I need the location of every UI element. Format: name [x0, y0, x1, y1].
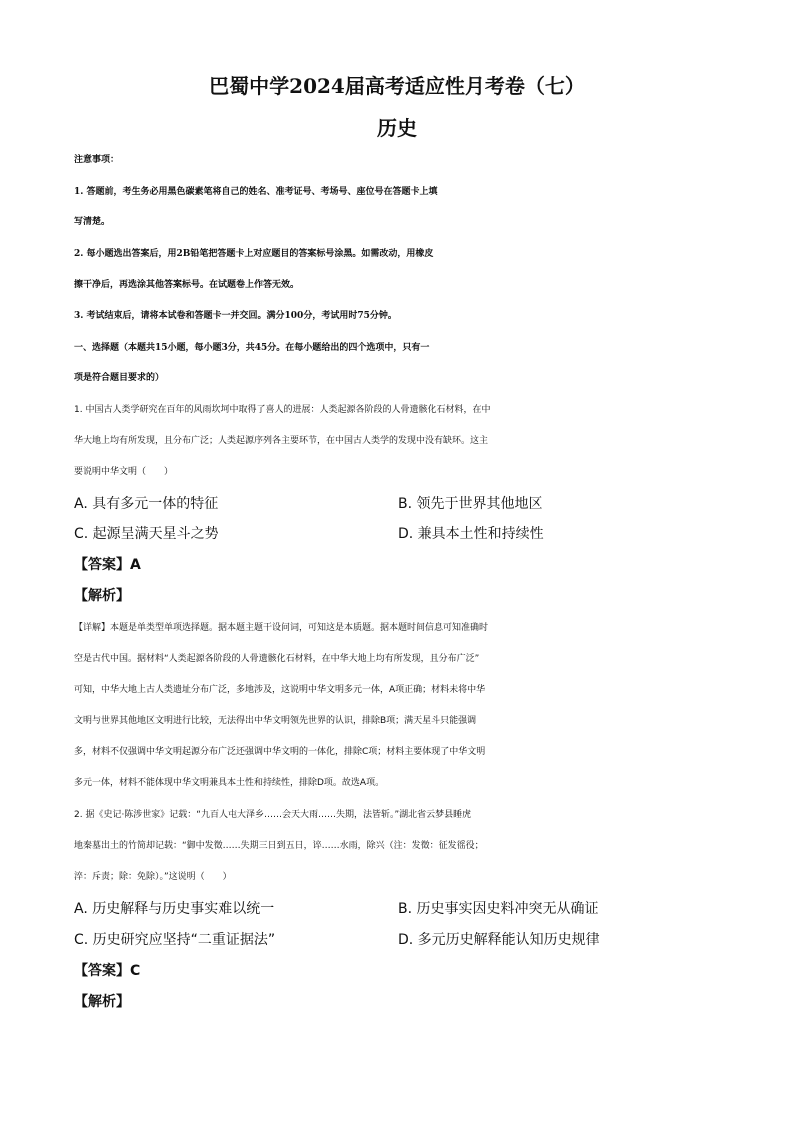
detail-line: 多，材料不仅强调中华文明起源分布广泛还强调中华文明的一体化，排除C项；材料主要体现了中华文明 [74, 747, 486, 757]
analysis-label: 【解析】 [74, 994, 130, 1010]
question-stem: 1. 中国古人类学研究在百年的风雨坎坷中取得了喜人的进展：人类起源各阶段的人骨遗骸化石材料，在中 [74, 405, 491, 415]
analysis-label: 【解析】 [74, 588, 130, 604]
section-heading: 一、选择题（本题共15小题，每小题3分，共45分。在每小题给出的四个选项中，只有一 [74, 343, 430, 353]
option-c: C. 历史研究应坚持“二重证据法” [74, 932, 276, 948]
option-a: A. 历史解释与历史事实难以统一 [74, 901, 275, 917]
question-stem: 地秦墓出土的竹简却记载：“御中发徵……失期三日到五日，谇……水雨，除兴（注：发徵：征发徭役； [74, 841, 484, 851]
option-a: A. 具有多元一体的特征 [74, 496, 219, 512]
option-d: D. 兼具本土性和持续性 [398, 526, 544, 542]
question-stem: 淬：斥责；除：免除）。”这说明（ ） [74, 872, 232, 882]
option-d: D. 多元历史解释能认知历史规律 [398, 932, 600, 948]
notice-line: 2. 每小题选出答案后，用2B铅笔把答题卡上对应题目的答案标号涂黑。如需改动，用橡皮 [74, 249, 434, 259]
answer-label: 【答案】A [74, 557, 141, 573]
subject-title: 历史 [377, 116, 417, 140]
option-c: C. 起源呈满天星斗之势 [74, 526, 219, 542]
notice-heading: 注意事项： [74, 155, 120, 165]
notice-line: 3. 考试结束后，请将本试卷和答题卡一并交回。满分100分，考试用时75分钟。 [74, 311, 397, 321]
detail-line: 多元一体，材料不能体现中华文明兼具本土性和持续性，排除D项。故选A项。 [74, 778, 385, 788]
notice-line: 写清楚。 [74, 217, 111, 227]
answer-label: 【答案】C [74, 963, 141, 979]
detail-line: 空是古代中国。据材料“人类起源各阶段的人骨遗骸化石材料，在中华大地上均有所发现，且分布广泛” [74, 654, 480, 664]
option-b: B. 历史事实因史料冲突无从确证 [398, 901, 599, 917]
section-heading: 项是符合题目要求的） [74, 373, 165, 383]
detail-line: 可知，中华大地上古人类遗址分布广泛，多地涉及，这说明中华文明多元一体，A项正确；材料未将中华 [74, 685, 486, 695]
detail-line: 【详解】本题是单类型单项选择题。据本题主题干设问词，可知这是本质题。据本题时间信息可知准确时 [74, 623, 489, 633]
question-stem: 要说明中华文明（ ） [74, 467, 174, 477]
question-stem: 2. 据《史记·陈涉世家》记载：“九百人屯大泽乡……会天大雨……失期，法皆斩。”湖北省云梦县睡虎 [74, 810, 472, 820]
notice-line: 擦干净后，再选涂其他答案标号。在试题卷上作答无效。 [74, 280, 300, 290]
option-b: B. 领先于世界其他地区 [398, 496, 543, 512]
notice-line: 1. 答题前，考生务必用黑色碳素笔将自己的姓名、准考证号、考场号、座位号在答题卡上填 [74, 187, 438, 197]
exam-title: 巴蜀中学2024届高考适应性月考卷（七） [209, 74, 585, 98]
detail-line: 文明与世界其他地区文明进行比较，无法得出中华文明领先世界的认识，排除B项；满天星斗只能强调 [74, 716, 477, 726]
question-stem: 华大地上均有所发现，且分布广泛；人类起源序列各主要环节，在中国古人类学的发现中没有缺环。这主 [74, 436, 489, 446]
